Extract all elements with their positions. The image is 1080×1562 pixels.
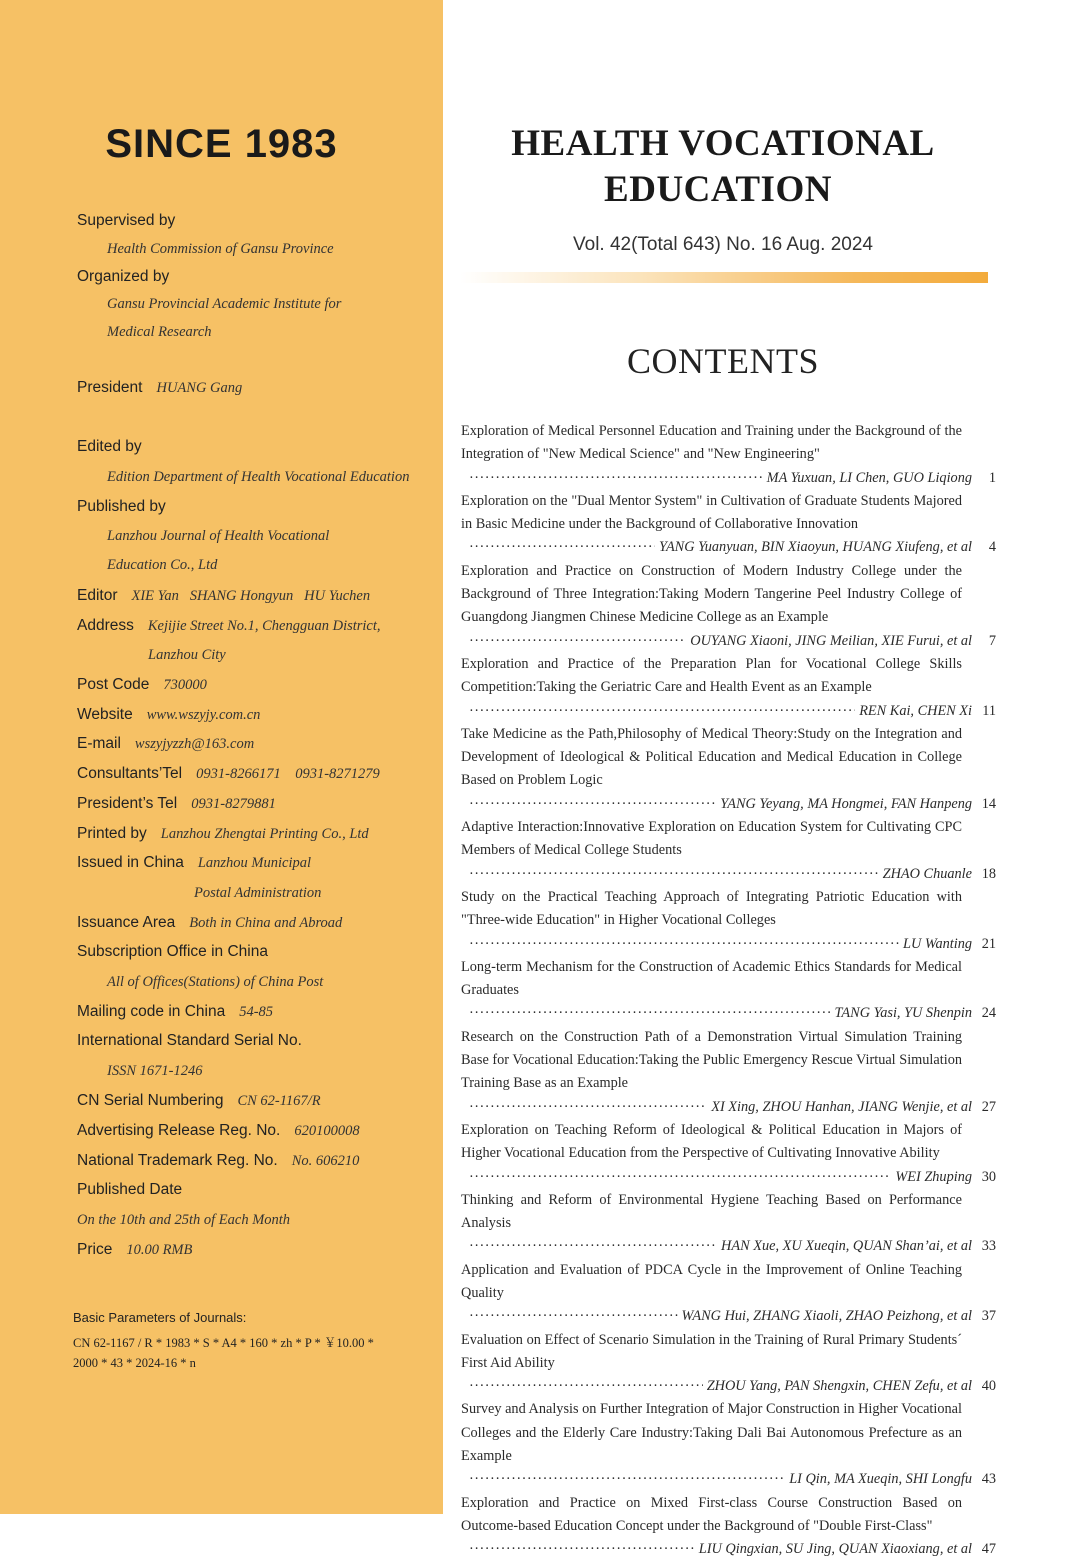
toc-entry	[461, 420, 996, 490]
toc-entry-page: 7	[988, 632, 996, 649]
issued-row	[77, 854, 311, 872]
toc-entry-title: Exploration and Practice on Construction of Modern Industry College under the Background of Three Integration:Taking Modern Tangerine Peel Industry College of Guangdong Jiangmen Chinese Medicine College as an Example	[461, 562, 962, 626]
toc-dot-leader	[469, 467, 763, 490]
basic-parameters-line-2: 2000 * 43 * 2024-16 * n	[73, 1356, 196, 1370]
toc-entry-page: 30	[981, 1168, 996, 1185]
toc-entry-author-row	[461, 700, 996, 723]
toc-entry-page: 40	[981, 1378, 996, 1395]
toc-entry-authors: REN Kai, CHEN Xi	[859, 702, 972, 719]
address-label: Address	[77, 617, 134, 634]
address-value-2: Lanzhou City	[148, 647, 226, 663]
toc-entry	[461, 653, 996, 723]
address-row	[77, 617, 381, 635]
toc-entry-title: Exploration and Practice of the Preparation Plan for Vocational College Skills Competition:Taking the Geriatric Care and Health Event as an Example	[461, 655, 962, 696]
toc-entry	[461, 1259, 996, 1329]
toc-dot-leader	[469, 863, 879, 886]
consultants-value: 0931-8266171 0931-8271279	[196, 766, 380, 782]
pub-date-value: On the 10th and 25th of Each Month	[77, 1212, 291, 1228]
toc-entry-authors: HAN Xue, XU Xueqin, QUAN Shan’ai, et al	[721, 1238, 972, 1255]
tm-value: No. 606210	[291, 1153, 360, 1169]
email-row	[77, 735, 254, 753]
toc-entry	[461, 1189, 996, 1259]
toc-entry-authors: MA Yuxuan, LI Chen, GUO Liqiong	[766, 469, 972, 486]
consultants-label: Consultants’Tel	[77, 765, 183, 782]
toc-dot-leader	[469, 1235, 717, 1258]
toc-entry-title: Research on the Construction Path of a Demonstration Virtual Simulation Training Base for Vocational Education:Taking the Public Emergency Rescue Virtual Simulation Training Base as an Example	[461, 1028, 962, 1092]
issuance-area-value: Both in China and Abroad	[189, 915, 343, 931]
toc-entry-author-row	[461, 793, 996, 816]
toc-entry	[461, 816, 996, 886]
toc-entry-page: 1	[988, 469, 996, 486]
toc-entry-authors: YANG Yeyang, MA Hongmei, FAN Hanpeng	[720, 795, 972, 812]
website-label: Website	[77, 706, 133, 723]
toc-entry-author-row	[461, 1166, 996, 1189]
organized-by-value-1: Gansu Provincial Academic Institute for	[107, 296, 342, 312]
toc-entry-author-row	[461, 1096, 996, 1119]
toc-dot-leader	[469, 536, 655, 559]
published-by-value-1: Lanzhou Journal of Health Vocational	[107, 528, 330, 544]
toc-entry-page: 18	[981, 865, 996, 882]
website-row	[77, 706, 260, 724]
ad-label: Advertising Release Reg. No.	[77, 1122, 281, 1139]
tm-row	[77, 1152, 359, 1170]
presidents-tel-row	[77, 795, 276, 813]
presidents-tel-value: 0931-8279881	[191, 796, 276, 812]
post-code-row	[77, 676, 207, 694]
toc-entry-page: 14	[981, 795, 996, 812]
decorative-gradient-band	[460, 272, 988, 283]
editor-row	[77, 587, 370, 605]
toc-entry-author-row	[461, 1305, 996, 1328]
issuance-area-label: Issuance Area	[77, 914, 176, 931]
toc-entry-title: Thinking and Reform of Environmental Hygiene Teaching Based on Performance Analysis	[461, 1191, 962, 1232]
toc-entry-authors: ZHOU Yang, PAN Shengxin, CHEN Zefu, et al	[706, 1378, 972, 1395]
toc-entry-title: Exploration of Medical Personnel Education and Training under the Background of the Integration of "New Medical Science" and "New Engineering"	[461, 423, 962, 463]
subscription-value: All of Offices(Stations) of China Post	[107, 974, 324, 990]
edited-by-value: Edition Department of Health Vocational Education	[107, 469, 410, 485]
consultants-row	[77, 765, 380, 783]
toc-dot-leader	[469, 933, 899, 956]
printed-by-label: Printed by	[77, 825, 147, 842]
toc-entry	[461, 723, 996, 816]
issn-label: International Standard Serial No.	[77, 1032, 302, 1049]
toc-entry-title: Take Medicine as the Path,Philosophy of Medical Theory:Study on the Integration and Development of Ideological & Political Education and Medical Education in College Based on Problem Logic	[461, 725, 962, 789]
toc-entry-authors: TANG Yasi, YU Shenpin	[834, 1005, 972, 1022]
subscription-label: Subscription Office in China	[77, 943, 268, 960]
toc-entry	[461, 1398, 996, 1491]
issuance-area-row	[77, 914, 342, 932]
toc-dot-leader	[469, 630, 686, 653]
toc-entry-authors: LI Qin, MA Xueqin, SHI Longfu	[789, 1471, 972, 1488]
editor-label: Editor	[77, 587, 118, 604]
toc-entry-page: 37	[981, 1308, 996, 1325]
toc-entry-author-row	[461, 1002, 996, 1025]
toc-entry-authors: XI Xing, ZHOU Hanhan, JIANG Wenjie, et al	[711, 1098, 972, 1115]
cn-value: CN 62-1167/R	[237, 1093, 321, 1109]
toc-entry-title: Evaluation on Effect of Scenario Simulation in the Training of Rural Primary Students´ First Aid Ability	[461, 1331, 962, 1371]
address-value-1: Kejijie Street No.1, Chengguan District,	[147, 618, 381, 634]
journal-title-line-1: HEALTH VOCATIONAL	[511, 123, 935, 164]
organized-by-value-2: Medical Research	[107, 324, 212, 340]
post-code-value: 730000	[163, 677, 207, 693]
toc-entry-page: 43	[981, 1471, 996, 1488]
toc-dot-leader	[469, 700, 855, 723]
toc-entry-page: 4	[988, 539, 996, 556]
toc-entry	[461, 490, 996, 560]
toc-entry	[461, 560, 996, 653]
toc-entry-title: Survey and Analysis on Further Integration of Major Construction in Higher Vocational Colleges and the Elderly Care Industry:Taking Dali Bai Autonomous Prefecture as an Example	[461, 1401, 962, 1465]
toc-dot-leader	[469, 1002, 831, 1025]
toc-entry-authors: WANG Hui, ZHANG Xiaoli, ZHAO Peizhong, et al	[681, 1308, 972, 1325]
toc-entry-page: 33	[981, 1238, 996, 1255]
published-by-value-2: Education Co., Ltd	[107, 557, 218, 573]
toc-entry-title: Long-term Mechanism for the Construction of Academic Ethics Standards for Medical Graduates	[461, 958, 962, 999]
toc-entry-title: Exploration and Practice on Mixed First-class Course Construction Based on Outcome-based Education Concept under the Background of "Double First-Class"	[461, 1494, 962, 1534]
issue-info: Vol. 42(Total 643) No. 16 Aug. 2024	[573, 234, 873, 255]
toc-dot-leader	[469, 1538, 695, 1561]
basic-parameters-line-1: CN 62-1167 / R * 1983 * S * A4 * 160 * zh * P * ￥10.00 *	[73, 1336, 374, 1350]
toc-entry-authors: ZHAO Chuanle	[882, 865, 972, 882]
supervised-by-label: Supervised by	[77, 212, 176, 229]
website-value: www.wszyjy.com.cn	[146, 707, 261, 723]
left-panel	[0, 0, 443, 1514]
mailing-code-value: 54-85	[239, 1004, 274, 1020]
toc-entry	[461, 886, 996, 956]
published-by-label: Published by	[77, 498, 166, 515]
price-label: Price	[77, 1241, 113, 1258]
ad-value: 620100008	[294, 1123, 360, 1139]
toc-entry-author-row	[461, 863, 996, 886]
cn-row	[77, 1092, 321, 1110]
basic-parameters-label: Basic Parameters of Journals:	[73, 1310, 247, 1325]
toc-entry-author-row	[461, 536, 996, 559]
toc-entry-authors: OUYANG Xiaoni, JING Meilian, XIE Furui, et al	[690, 632, 972, 649]
toc-entry-title: Exploration on Teaching Reform of Ideological & Political Education in Majors of Higher Vocational Education from the Perspective of Cultivating Innovative Ability	[461, 1121, 962, 1162]
presidents-tel-label: President’s Tel	[77, 795, 178, 812]
toc-entry-page: 47	[981, 1541, 996, 1558]
price-row	[77, 1241, 192, 1259]
toc-dot-leader	[469, 1468, 785, 1491]
president-value: HUANG Gang	[156, 380, 243, 396]
post-code-label: Post Code	[77, 676, 150, 693]
issued-value-2: Postal Administration	[194, 885, 322, 901]
toc-dot-leader	[469, 1096, 707, 1119]
toc-entry-page: 21	[981, 935, 996, 952]
printed-by-row	[77, 825, 369, 843]
toc-entry-authors: LU Wanting	[903, 935, 972, 952]
toc-entry-page: 11	[982, 702, 996, 719]
ad-row	[77, 1122, 360, 1140]
email-value: wszyjyzzh@163.com	[134, 736, 255, 752]
price-value: 10.00 RMB	[126, 1242, 193, 1258]
edited-by-label: Edited by	[77, 438, 142, 455]
toc-entry-page: 27	[981, 1098, 996, 1115]
issued-label: Issued in China	[77, 854, 184, 871]
pub-date-label: Published Date	[77, 1181, 183, 1198]
toc-entry-authors: WEI Zhuping	[895, 1168, 972, 1185]
president-row	[77, 379, 242, 397]
supervised-by-value: Health Commission of Gansu Province	[107, 241, 334, 257]
mailing-code-row	[77, 1003, 273, 1021]
table-of-contents	[461, 420, 996, 1562]
toc-entry-page: 24	[981, 1005, 996, 1022]
mailing-code-label: Mailing code in China	[77, 1003, 226, 1020]
toc-entry-title: Exploration on the "Dual Mentor System" in Cultivation of Graduate Students Majored in Basic Medicine under the Background of Collaborative Innovation	[461, 492, 962, 533]
president-label: President	[77, 379, 143, 396]
toc-entry-author-row	[461, 1468, 996, 1491]
tm-label: National Trademark Reg. No.	[77, 1152, 278, 1169]
editor-value: XIE Yan SHANG Hongyun HU Yuchen	[131, 588, 371, 604]
toc-entry-title: Application and Evaluation of PDCA Cycle in the Improvement of Online Teaching Quality	[461, 1261, 962, 1301]
issued-value-1: Lanzhou Municipal	[197, 855, 312, 871]
printed-by-value: Lanzhou Zhengtai Printing Co., Ltd	[160, 826, 369, 842]
toc-entry-title: Study on the Practical Teaching Approach of Integrating Patriotic Education with "Three-wide Education" in Higher Vocational Colleges	[461, 888, 962, 929]
cn-label: CN Serial Numbering	[77, 1092, 224, 1109]
toc-entry	[461, 1492, 996, 1562]
toc-entry-authors: YANG Yuanyuan, BIN Xiaoyun, HUANG Xiufeng, et al	[659, 539, 972, 556]
toc-entry-author-row	[461, 1235, 996, 1258]
toc-entry	[461, 956, 996, 1026]
contents-heading: CONTENTS	[627, 341, 819, 381]
toc-entry	[461, 1026, 996, 1119]
toc-entry-author-row	[461, 1538, 996, 1561]
journal-title-line-2: EDUCATION	[604, 169, 832, 210]
email-label: E-mail	[77, 735, 121, 752]
toc-dot-leader	[469, 793, 716, 816]
toc-entry-title: Adaptive Interaction:Innovative Exploration on Education System for Cultivating CPC Members of Medical College Students	[461, 819, 962, 859]
toc-entry-author-row	[461, 467, 996, 490]
toc-dot-leader	[469, 1166, 891, 1189]
toc-entry-author-row	[461, 630, 996, 653]
since-heading: SINCE 1983	[105, 122, 338, 166]
toc-entry-authors: LIU Qingxian, SU Jing, QUAN Xiaoxiang, et al	[698, 1541, 972, 1558]
toc-dot-leader	[469, 1305, 678, 1328]
toc-entry-author-row	[461, 1375, 996, 1398]
toc-dot-leader	[469, 1375, 703, 1398]
issn-value: ISSN 1671-1246	[107, 1063, 203, 1079]
toc-entry	[461, 1119, 996, 1189]
organized-by-label: Organized by	[77, 268, 170, 285]
toc-entry	[461, 1329, 996, 1399]
toc-entry-author-row	[461, 933, 996, 956]
